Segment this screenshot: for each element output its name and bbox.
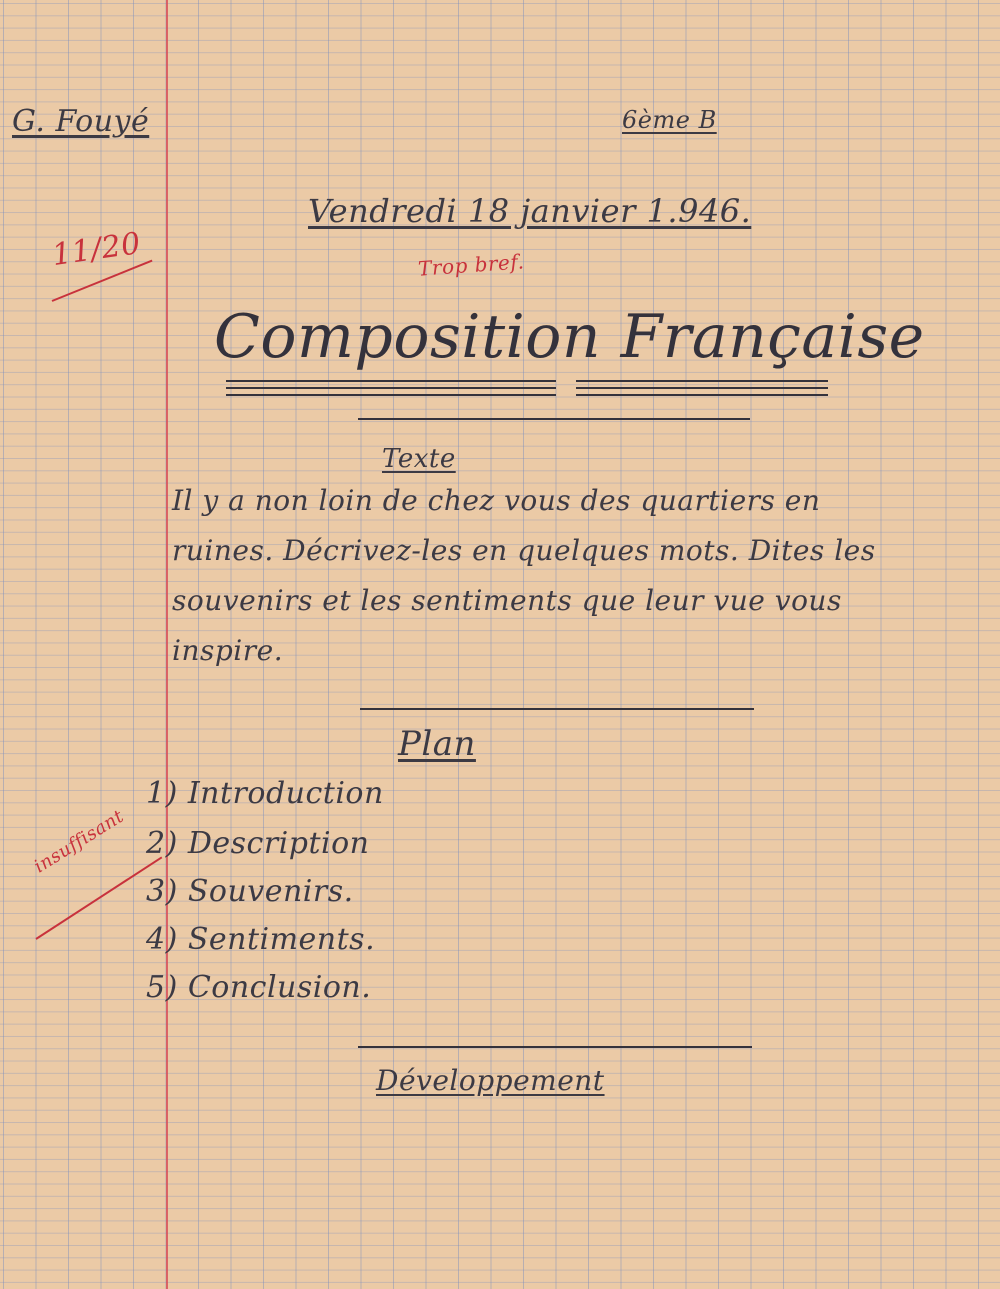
text-line-4: inspire.	[172, 634, 284, 667]
section-divider-2	[360, 708, 754, 710]
class-label: 6ème B	[622, 106, 717, 134]
text-heading: Texte	[382, 444, 456, 474]
student-name: G. Fouyé	[12, 104, 150, 139]
page-title: Composition Française	[214, 302, 925, 372]
plan-item-2: 2) Description	[146, 826, 370, 861]
teacher-annotation: Trop bref.	[417, 249, 526, 281]
title-underline-4	[576, 380, 828, 382]
plan-item-5: 5) Conclusion.	[146, 970, 372, 1005]
section-divider-3	[358, 1046, 752, 1048]
title-underline-2	[226, 387, 556, 389]
title-underline-1	[226, 380, 556, 382]
plan-item-3: 3) Souvenirs.	[146, 874, 354, 909]
margin-note-insufficient: insuffisant	[30, 805, 128, 878]
red-margin-line	[166, 0, 168, 1289]
grade-mark: 11/20	[49, 225, 143, 274]
plan-item-1: 1) Introduction	[146, 776, 384, 811]
plan-item-4: 4) Sentiments.	[146, 922, 376, 957]
title-underline-5	[576, 387, 828, 389]
text-line-1: Il y a non loin de chez vous des quartiers en	[172, 484, 821, 517]
title-underline-6	[576, 394, 828, 396]
development-heading: Développement	[376, 1064, 605, 1097]
title-underline-3	[226, 394, 556, 396]
text-line-3: souvenirs et les sentiments que leur vue vous	[172, 584, 842, 617]
date-line: Vendredi 18 janvier 1.946.	[308, 192, 752, 230]
section-divider-1	[358, 418, 750, 420]
text-line-2: ruines. Décrivez-les en quelques mots. Dites les	[172, 534, 876, 567]
plan-heading: Plan	[398, 724, 476, 764]
